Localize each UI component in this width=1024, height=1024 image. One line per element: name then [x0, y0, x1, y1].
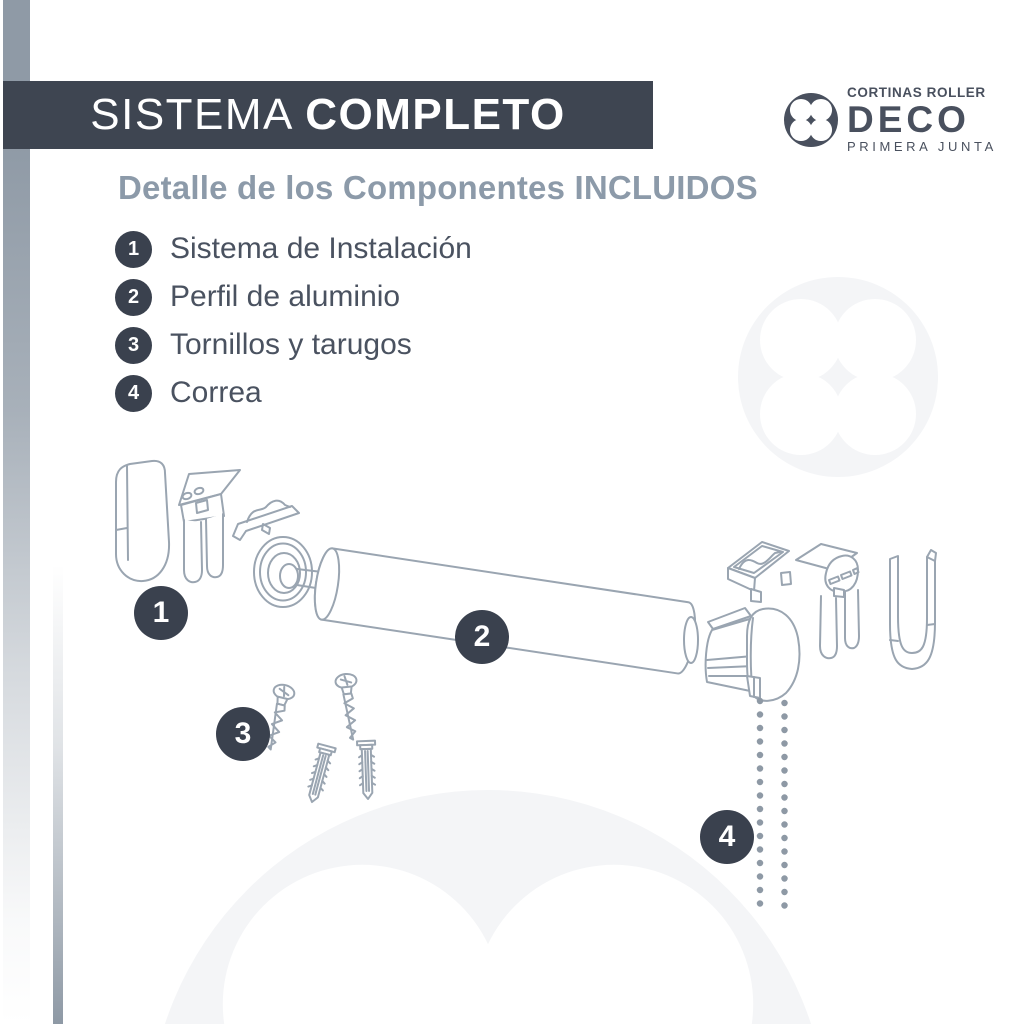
- component-number-badge: 2: [115, 279, 152, 316]
- left-end-cap-drawing: [116, 461, 169, 581]
- component-label: Sistema de Instalación: [170, 232, 472, 265]
- diagram-badge-3: 3: [216, 707, 270, 761]
- brand-text: [847, 85, 997, 154]
- left-bracket-drawing: [179, 470, 240, 582]
- components-list: [115, 225, 472, 417]
- component-number-badge: 3: [115, 327, 152, 364]
- header-title: SISTEMA COMPLETO: [90, 90, 566, 139]
- brand-logo: [784, 85, 997, 154]
- diagram-badge-1: 1: [134, 586, 188, 640]
- component-number-badge: 4: [115, 375, 152, 412]
- deco-clover-icon: [784, 93, 838, 147]
- right-bracket-drawing: [796, 544, 859, 658]
- component-number-badge: 1: [115, 231, 152, 268]
- screws-drawing: [260, 673, 363, 752]
- section-subtitle: Detalle de los Componentes INCLUIDOS: [118, 169, 758, 206]
- diagram-badge-2: 2: [455, 610, 509, 664]
- component-label: Tornillos y tarugos: [170, 328, 412, 361]
- diagram-badge-4: 4: [700, 810, 754, 864]
- cassette-clip-drawing: [728, 542, 791, 602]
- component-item-2: [115, 273, 472, 321]
- brand-line-bottom: PRIMERA JUNTA: [847, 139, 997, 154]
- wall-plugs-drawing: [303, 741, 377, 805]
- tube-hub-drawing: [684, 617, 698, 663]
- header-banner: [3, 81, 653, 149]
- clip-piece-drawing: [233, 501, 299, 540]
- tube-drawing: [311, 547, 699, 675]
- component-item-3: [115, 321, 472, 369]
- right-end-cap-drawing: [890, 550, 936, 669]
- chain-drum-drawing: [706, 608, 800, 701]
- component-item-4: [115, 369, 472, 417]
- component-label: Correa: [170, 376, 262, 409]
- bead-chain-drawing: [760, 701, 785, 906]
- component-label: Perfil de aluminio: [170, 280, 401, 313]
- brand-line-top: CORTINAS ROLLER: [847, 85, 986, 100]
- brand-line-name: DECO: [847, 99, 970, 140]
- component-item-1: [115, 225, 472, 273]
